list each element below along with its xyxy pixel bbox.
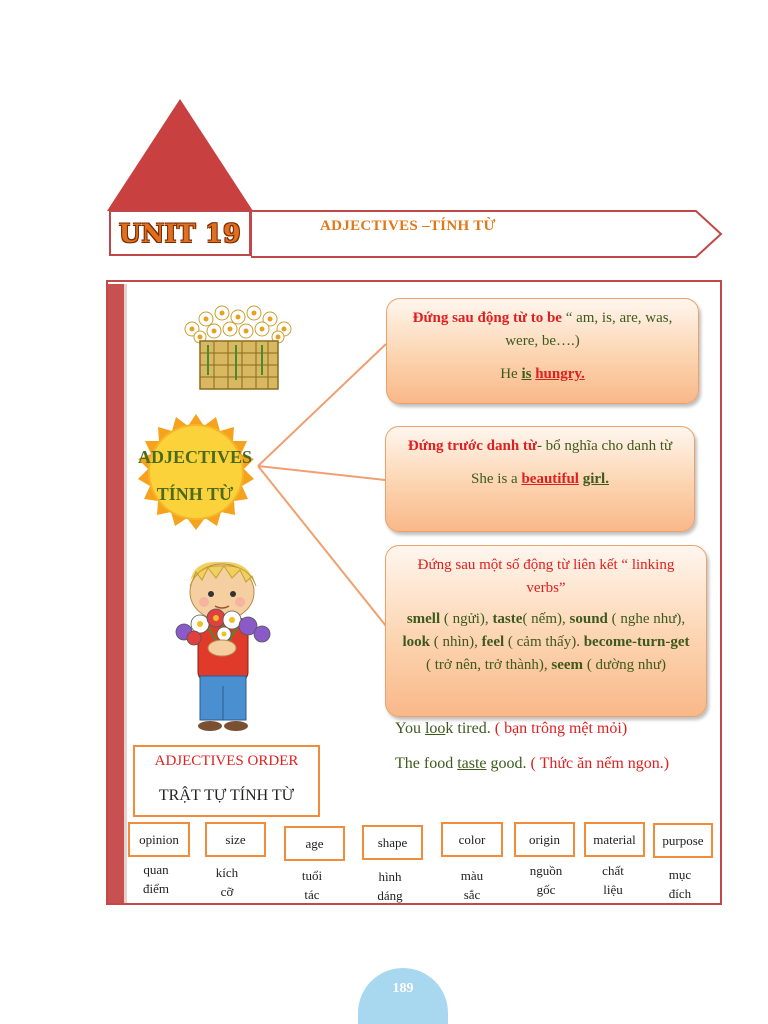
category-opinion: opinion: [128, 822, 190, 857]
category-shape-vi: [366, 867, 414, 905]
callout3-verbs: [400, 608, 692, 677]
unit-title: ADJECTIVES –TÍNH TỪ: [320, 218, 496, 234]
callout1-example-adj: hungry.: [535, 366, 585, 382]
callout-after-to-be: [386, 298, 699, 404]
category-origin-vi: [521, 861, 571, 899]
callout2-lead: Đứng trước danh từ: [407, 438, 537, 454]
verb-seem-meaning: ( dường như): [583, 657, 666, 673]
verb-feel: feel: [481, 634, 505, 650]
callout2-example-start: She is a: [471, 471, 522, 487]
verb-become-turn-get: become-turn-get: [583, 634, 690, 650]
category-size-vi: [203, 863, 251, 901]
category-opinion-vi-line2: điểm: [143, 881, 169, 896]
page-number: 189: [358, 968, 448, 1024]
callout2-example-noun: girl.: [582, 471, 609, 487]
verb-taste: taste: [492, 611, 523, 627]
example2-end: good.: [486, 755, 527, 772]
adjectives-order-subtitle: TRẬT TỰ TÍNH TỪ: [158, 787, 295, 804]
example1-verb: loo: [424, 720, 446, 737]
center-title-vi: TÍNH TỪ: [156, 484, 234, 504]
category-origin: origin: [514, 822, 575, 857]
verb-sound: sound: [569, 611, 608, 627]
category-purpose: purpose: [653, 823, 713, 858]
callout3-heading: Đứng sau một số động từ liên kết “ linking verbs”: [417, 557, 675, 596]
boy-with-flowers-image: [168, 556, 278, 736]
verb-feel-meaning: ( cảm thấy).: [504, 634, 584, 650]
category-size-vi-line1: kích: [215, 865, 239, 880]
example1-start: You: [395, 720, 425, 737]
category-shape-vi-line1: hình: [378, 869, 402, 884]
header-triangle: [107, 99, 253, 211]
example1-end: k tired.: [445, 720, 491, 737]
category-material-vi-line2: liệu: [603, 882, 623, 897]
category-material-vi-line1: chất: [602, 863, 624, 878]
category-color-vi-line2: sắc: [463, 887, 481, 902]
example-sentence-1: [395, 720, 627, 738]
callout1-example-start: He: [500, 366, 522, 382]
callout2-rest: - bổ nghĩa cho danh từ: [536, 438, 673, 454]
frame-side-bar: [108, 284, 127, 903]
category-origin-vi-line2: gốc: [536, 882, 556, 897]
verb-look: look: [402, 634, 430, 650]
sun-badge: [128, 412, 264, 532]
center-title-en: ADJECTIVES: [137, 447, 253, 467]
category-age-vi-line2: tác: [304, 887, 320, 902]
callout1-rest: “ am, is, are, was, were, be….): [505, 310, 673, 349]
verb-sound-meaning: ( nghe như),: [607, 611, 686, 627]
category-purpose-vi-line1: mục: [668, 867, 692, 882]
category-size: size: [205, 822, 266, 857]
category-age: age: [284, 826, 345, 861]
category-color-vi-line1: màu: [460, 868, 484, 883]
example2-start: The food: [395, 755, 458, 772]
category-age-vi: [288, 866, 336, 904]
example1-translation: ( bạn trông mệt mỏi): [490, 720, 628, 737]
unit-label: UNIT 19: [119, 218, 241, 248]
verb-taste-meaning: ( nếm),: [522, 611, 570, 627]
verb-seem: seem: [551, 657, 584, 673]
callout1-lead: Đứng sau động từ to be: [412, 310, 562, 326]
category-opinion-vi: [128, 860, 184, 898]
verb-become-meaning: ( trở nên, trở thành),: [425, 657, 552, 673]
category-color: color: [441, 822, 503, 857]
category-size-vi-line2: cỡ: [220, 884, 234, 899]
category-origin-vi-line1: nguồn: [529, 863, 563, 878]
category-purpose-vi: [656, 865, 704, 903]
category-opinion-vi-line1: quan: [143, 862, 169, 877]
callout1-example-verb: is: [521, 366, 532, 382]
category-material-vi: [589, 861, 637, 899]
category-age-vi-line1: tuổi: [301, 868, 323, 883]
flower-basket-image: [178, 305, 302, 393]
callout-before-noun: [385, 426, 695, 532]
callout-linking-verbs: [385, 545, 707, 717]
category-purpose-vi-line2: đích: [668, 886, 692, 901]
example-sentence-2: [395, 755, 669, 773]
category-shape: shape: [362, 825, 423, 860]
example2-verb: taste: [457, 755, 487, 772]
example2-translation: ( Thức ăn nếm ngon.): [526, 755, 670, 772]
category-material: material: [584, 822, 645, 857]
category-color-vi: [448, 866, 496, 904]
verb-look-meaning: ( nhìn),: [430, 634, 482, 650]
adjectives-order-title: ADJECTIVES ORDER: [154, 753, 299, 769]
verb-smell-meaning: ( ngửi),: [440, 611, 493, 627]
unit-box: [109, 210, 251, 256]
verb-smell: smell: [406, 611, 441, 627]
callout2-example-adj: beautiful: [521, 471, 579, 487]
category-shape-vi-line2: dáng: [377, 888, 403, 903]
